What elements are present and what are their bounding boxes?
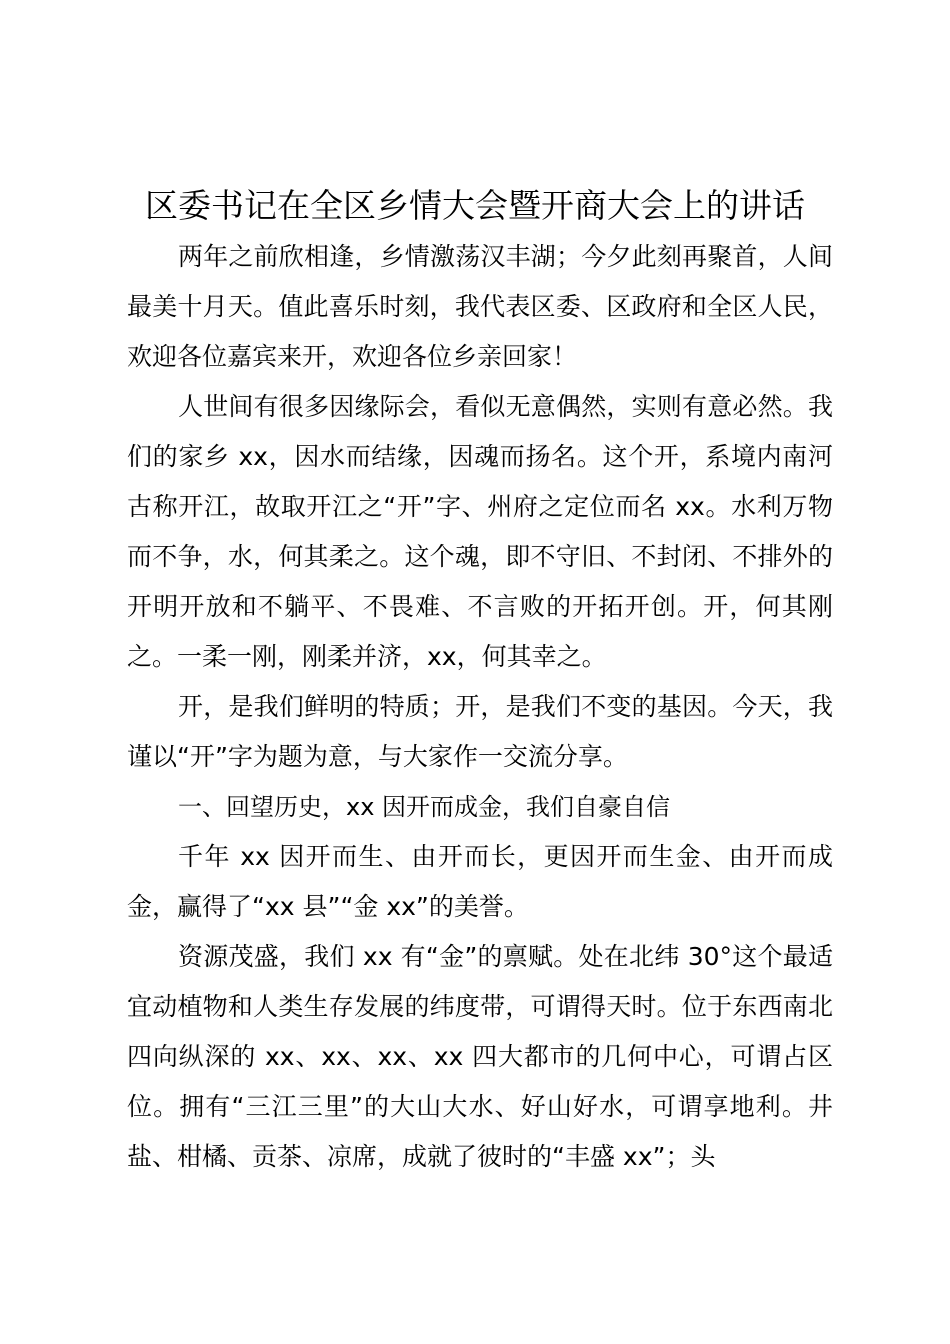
paragraph-theme: 开，是我们鲜明的特质；开，是我们不变的基因。今天，我谨以“开”字为题为意，与大家作一交流分享。	[127, 692, 833, 771]
document-body	[127, 232, 833, 1182]
paragraph-history: 千年 xx 因开而生、由开而长，更因开而生金、由开而成金，赢得了“xx 县”“金 xx”的美誉。	[127, 842, 833, 921]
document-title: 区委书记在全区乡情大会暨开商大会上的讲话	[145, 186, 805, 225]
paragraph-greeting: 两年之前欣相逢，乡情激荡汉丰湖；今夕此刻再聚首，人间最美十月天。值此喜乐时刻，我代表区委、区政府和全区人民，欢迎各位嘉宾来开，欢迎各位乡亲回家！	[127, 242, 833, 371]
paragraph-origin: 人世间有很多因缘际会，看似无意偶然，实则有意必然。我们的家乡 xx，因水而结缘，因魂而扬名。这个开，系境内南河古称开江，故取开江之“开”字、州府之定位而名 xx。水利万物而不争，水，何其柔之。这个魂，即不守旧、不封闭、不排外的开明开放和不躺平、不畏难、不言败的开拓开创。开，何其刚之。一柔一刚，刚柔并济，xx，何其幸之。	[127, 392, 833, 671]
paragraph-resources: 资源茂盛，我们 xx 有“金”的禀赋。处在北纬 30°这个最适宜动植物和人类生存发展的纬度带，可谓得天时。位于东西南北四向纵深的 xx、xx、xx、xx 四大都市的几何中心，可谓占区位。拥有“三江三里”的大山大水、好山好水，可谓享地利。井盐、柑橘、贡茶、凉席，成就了彼时的“丰盛 xx”；头	[127, 942, 833, 1171]
section-heading-1: 一、回望历史，xx 因开而成金，我们自豪自信	[178, 793, 671, 821]
